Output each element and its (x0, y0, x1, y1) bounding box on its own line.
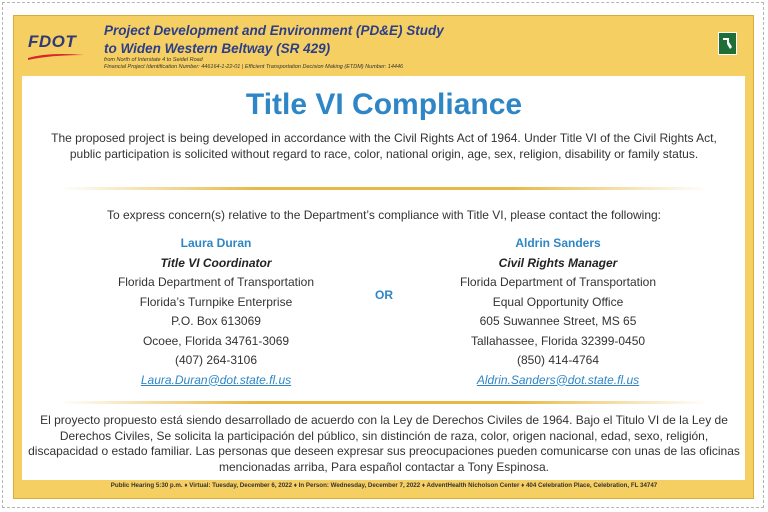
contact-phone: (407) 264-3106 (174, 353, 258, 367)
contact-city: Ocoee, Florida 34761-3069 (142, 333, 290, 348)
logo-swoosh-icon (28, 52, 84, 60)
contact-address: P.O. Box 613069 (171, 314, 261, 328)
contact-card-right (418, 234, 698, 390)
header-subtitle-line1: from North of Interstate 4 to Seidel Road (104, 57, 203, 63)
intro-paragraph: The proposed project is being developed in accordance with the Civil Rights Act of 1964. Under Title VI of the Civil Rights Act, public participation is solicited without regard to race, color, national origin, age, sex, religion, disability or family status. (51, 131, 717, 161)
contact-instruction: To express concern(s) relative to the Department’s compliance with Title VI, please contact the following: (106, 208, 662, 222)
florida-shape-icon (723, 38, 732, 49)
contact-email-link[interactable]: Laura.Duran@dot.state.fl.us (140, 372, 292, 387)
contact-address: 605 Suwannee Street, MS 65 (479, 314, 637, 328)
divider (60, 401, 708, 404)
spanish-paragraph: El proyecto propuesto está siendo desarrollado de acuerdo con la Ley de Derechos Civiles de 1964. Bajo el Titulo VI de la Ley de Derechos Civiles, Se solicita la participación del público, sin distinción de raza, color, origen nacional, edad, sexo, religión, discapacidad o estado familiar. Las personas que deseen expresar sus preocupaciones pueden comunicarse con unas de las oficinas mencionadas arriba, Para español contactar a Tony Espinosa. (28, 413, 740, 474)
header-title-line2: to Widen Western Beltway (SR 429) (104, 41, 331, 56)
header-title-line1: Project Development and Environment (PD&E) Study (104, 23, 444, 38)
contact-role: Title VI Coordinator (160, 255, 272, 270)
divider (60, 187, 708, 190)
logo-text: FDOT (28, 32, 77, 51)
contact-name: Aldrin Sanders (515, 236, 601, 250)
page-title: Title VI Compliance (245, 88, 523, 121)
contact-division: Equal Opportunity Office (492, 294, 624, 309)
contact-email-link[interactable]: Aldrin.Sanders@dot.state.fl.us (476, 372, 640, 387)
florida-turnpike-badge-icon (718, 32, 737, 55)
contact-role: Civil Rights Manager (498, 255, 618, 270)
contact-division: Florida’s Turnpike Enterprise (139, 294, 293, 309)
fdot-logo (28, 28, 96, 62)
header-subtitle (104, 57, 403, 71)
contact-card-left (76, 234, 356, 390)
contact-name: Laura Duran (180, 236, 252, 250)
footer-event-details: Public Hearing 5:30 p.m. ♦ Virtual: Tuesday, December 6, 2022 ♦ In Person: Wednesday, December 7, 2022 ♦ AdventHealth Nicholson Center ♦ 404 Celebration Place, Celebration, FL 34747 (110, 482, 658, 489)
contact-city: Tallahassee, Florida 32399-0450 (470, 333, 646, 348)
contact-org: Florida Department of Transportation (459, 275, 657, 289)
header-title (104, 22, 444, 58)
contact-org: Florida Department of Transportation (117, 275, 315, 289)
or-separator: OR (375, 288, 393, 302)
header-subtitle-line2: Financial Project Identification Number: 446164-1-22-01 | Efficient Transportation Decision Making (ETDM) Number: 14446 (104, 64, 404, 70)
contact-phone: (850) 414-4764 (516, 353, 600, 367)
